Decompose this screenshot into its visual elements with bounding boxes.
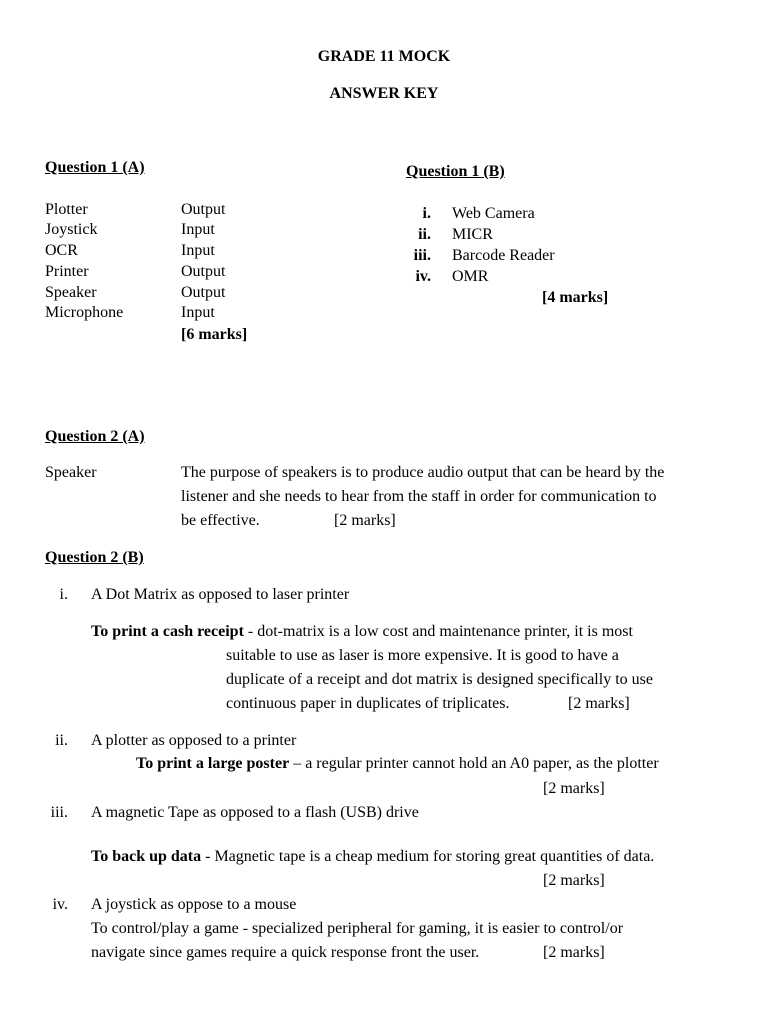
q2b-ii-text: – a regular printer cannot hold an A0 paper, as the plotter bbox=[289, 755, 659, 772]
q2b-iii-text: - Magnetic tape is a cheap medium for storing great quantities of data. bbox=[201, 848, 655, 865]
q1a-type: Input bbox=[181, 242, 215, 259]
q2b-ii-prompt: A plotter as opposed to a printer bbox=[91, 732, 297, 749]
q1a-device: Joystick bbox=[45, 221, 98, 238]
q1a-marks: [6 marks] bbox=[181, 326, 248, 343]
page-title: GRADE 11 MOCK bbox=[317, 48, 451, 65]
q1b-num: ii. bbox=[418, 226, 431, 243]
q2a-line: The purpose of speakers is to produce audio output that can be heard by the bbox=[181, 464, 665, 481]
q2b-i-marks: [2 marks] bbox=[568, 695, 630, 712]
q1b-num: i. bbox=[422, 205, 431, 222]
q1b-text: MICR bbox=[452, 226, 493, 243]
q2b-i-text: - dot-matrix is a low cost and maintenance printer, it is most bbox=[243, 623, 633, 640]
q2b-iv-line: To control/play a game - specialized peripheral for gaming, it is easier to control/or bbox=[91, 920, 624, 937]
q1b-marks: [4 marks] bbox=[542, 289, 609, 306]
q1a-type: Output bbox=[181, 284, 226, 301]
page-subtitle: ANSWER KEY bbox=[329, 85, 439, 102]
q2b-ii-marks: [2 marks] bbox=[543, 780, 605, 797]
q2b-i-lead: To print a cash receipt bbox=[91, 623, 244, 640]
q1a-type: Input bbox=[181, 304, 215, 321]
q1b-heading: Question 1 (B) bbox=[406, 163, 505, 180]
q2b-iii-prompt: A magnetic Tape as opposed to a flash (USB) drive bbox=[91, 804, 419, 821]
q1a-type: Output bbox=[181, 201, 226, 218]
q2b-iii-lead: To back up data bbox=[91, 848, 202, 865]
q2b-ii-answer-line bbox=[136, 752, 659, 776]
q2b-i-answer-line bbox=[91, 620, 633, 644]
q2b-iv-marks: [2 marks] bbox=[543, 944, 605, 961]
q1a-device: Speaker bbox=[45, 284, 97, 301]
q2b-iv-prompt: A joystick as oppose to a mouse bbox=[91, 896, 297, 913]
q2b-iii-answer-line bbox=[91, 845, 654, 869]
q2b-ii-num: ii. bbox=[55, 732, 68, 749]
q1a-device: Plotter bbox=[45, 201, 88, 218]
q2a-line: listener and she needs to hear from the staff in order for communication to bbox=[181, 488, 657, 505]
q1b-num: iv. bbox=[415, 268, 431, 285]
q2b-iv-line: navigate since games require a quick response front the user. bbox=[91, 944, 480, 961]
q1b-text: Barcode Reader bbox=[452, 247, 555, 264]
q1a-device: OCR bbox=[45, 242, 78, 259]
q1a-heading: Question 1 (A) bbox=[45, 159, 145, 176]
q1a-device: Printer bbox=[45, 263, 89, 280]
q2a-heading: Question 2 (A) bbox=[45, 428, 145, 445]
q1b-item bbox=[0, 204, 768, 225]
q2b-iv-num: iv. bbox=[52, 896, 68, 913]
q2b-heading: Question 2 (B) bbox=[45, 549, 144, 566]
q1a-type: Input bbox=[181, 221, 215, 238]
q2b-ii-lead: To print a large poster bbox=[136, 755, 290, 772]
q1b-text: Web Camera bbox=[452, 205, 535, 222]
q2b-i-line: duplicate of a receipt and dot matrix is designed specifically to use bbox=[226, 671, 653, 688]
q2b-iii-marks: [2 marks] bbox=[543, 872, 605, 889]
q2b-iii-num: iii. bbox=[50, 804, 68, 821]
q2a-line: be effective. bbox=[181, 512, 260, 529]
q2a-term: Speaker bbox=[45, 464, 97, 481]
q2b-i-num: i. bbox=[59, 586, 68, 603]
q2b-i-line: continuous paper in duplicates of triplicates. bbox=[226, 695, 510, 712]
q1b-item bbox=[0, 225, 768, 246]
q1b-item bbox=[0, 267, 768, 288]
q1b-item bbox=[0, 246, 768, 267]
q1b-num: iii. bbox=[413, 247, 431, 264]
q1a-type: Output bbox=[181, 263, 226, 280]
q2b-i-line: suitable to use as laser is more expensive. It is good to have a bbox=[226, 647, 619, 664]
q2b-i-prompt: A Dot Matrix as opposed to laser printer bbox=[91, 586, 350, 603]
q1b-text: OMR bbox=[452, 268, 489, 285]
q1a-device: Microphone bbox=[45, 304, 124, 321]
q2a-marks: [2 marks] bbox=[334, 512, 396, 529]
